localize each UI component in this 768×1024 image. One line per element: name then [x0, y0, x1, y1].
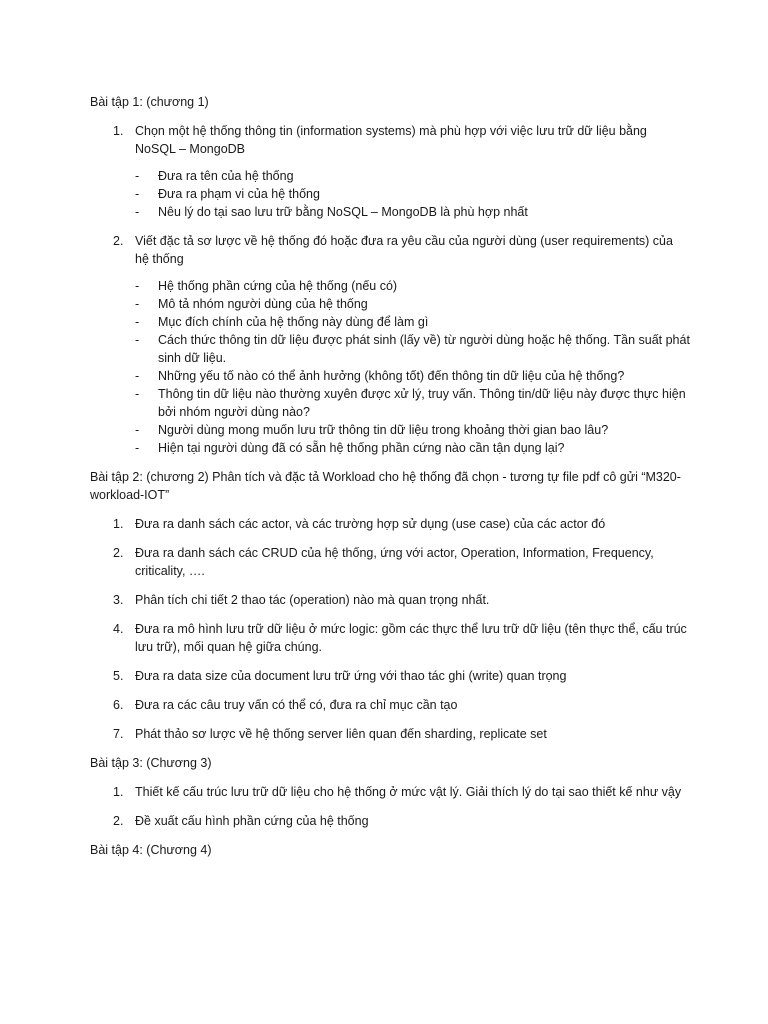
item-text: Viết đặc tả sơ lược về hệ thống đó hoặc đưa ra yêu cầu của người dùng (user requirements) của hệ thống — [135, 234, 673, 266]
bullet-item: - Hệ thống phần cứng của hệ thống (nếu có) — [135, 277, 690, 295]
item-text: Đưa ra các câu truy vấn có thể có, đưa ra chỉ mục cần tạo — [135, 698, 458, 712]
section-heading: Bài tập 4: (Chương 4) — [90, 843, 212, 857]
bullet-item: - Cách thức thông tin dữ liệu được phát sinh (lấy về) từ người dùng hoặc hệ thống. Tần suất phát sinh dữ liệu. — [135, 331, 690, 367]
numbered-list — [90, 122, 690, 457]
numbered-list — [90, 783, 690, 830]
item-text: Đưa ra data size của document lưu trữ ứng với thao tác ghi (write) quan trọng — [135, 669, 567, 683]
item-text: Thiết kế cấu trúc lưu trữ dữ liệu cho hệ thống ở mức vật lý. Giải thích lý do tại sao thiết kế như vậy — [135, 785, 682, 799]
numbered-item — [90, 515, 690, 533]
item-number: 3. — [113, 593, 124, 607]
item-text: Đưa ra danh sách các CRUD của hệ thống, ứng với actor, Operation, Information, Frequency, criticality, …. — [135, 546, 654, 578]
bullet-item: - Đưa ra tên của hệ thống — [135, 167, 690, 185]
numbered-item — [90, 696, 690, 714]
numbered-item — [90, 591, 690, 609]
numbered-list — [90, 515, 690, 743]
document-body — [90, 93, 690, 870]
bullet-item: - Mô tả nhóm người dùng của hệ thống — [135, 295, 690, 313]
numbered-item — [90, 783, 690, 801]
section-heading: Bài tập 2: (chương 2) Phân tích và đặc tả Workload cho hệ thống đã chọn - tương tự file pdf cô gửi “M320-workload-IOT” — [90, 470, 681, 502]
bullet-item: - Những yếu tố nào có thể ảnh hưởng (không tốt) đến thông tin dữ liệu của hệ thống? — [135, 367, 690, 385]
item-number: 1. — [113, 517, 124, 531]
item-number: 1. — [113, 124, 124, 138]
item-number: 5. — [113, 669, 124, 683]
numbered-item — [90, 122, 690, 221]
item-number: 2. — [113, 546, 124, 560]
item-text: Chọn một hệ thống thông tin (information systems) mà phù hợp với việc lưu trữ dữ liệu bằng NoSQL – MongoDB — [135, 124, 647, 156]
bullet-item: - Nêu lý do tại sao lưu trữ bằng NoSQL – MongoDB là phù hợp nhất — [135, 203, 690, 221]
item-text: Đưa ra danh sách các actor, và các trường hợp sử dụng (use case) của các actor đó — [135, 517, 606, 531]
item-number: 2. — [113, 814, 124, 828]
item-number: 4. — [113, 622, 124, 636]
bullet-item: - Thông tin dữ liệu nào thường xuyên được xử lý, truy vấn. Thông tin/dữ liệu này được thực hiện bởi nhóm người dùng nào? — [135, 385, 690, 421]
item-text: Phân tích chi tiết 2 thao tác (operation) nào mà quan trọng nhất. — [135, 593, 490, 607]
numbered-item — [90, 620, 690, 656]
numbered-item — [90, 667, 690, 685]
numbered-item — [90, 812, 690, 830]
bullet-item: - Mục đích chính của hệ thống này dùng để làm gì — [135, 313, 690, 331]
numbered-item — [90, 232, 690, 457]
section-heading: Bài tập 1: (chương 1) — [90, 95, 209, 109]
item-text: Phát thảo sơ lược về hệ thống server liên quan đến sharding, replicate set — [135, 727, 547, 741]
item-number: 7. — [113, 727, 124, 741]
bullet-item: - Người dùng mong muốn lưu trữ thông tin dữ liệu trong khoảng thời gian bao lâu? — [135, 421, 690, 439]
item-text: Đưa ra mô hình lưu trữ dữ liệu ở mức logic: gồm các thực thể lưu trữ dữ liệu (tên thực thể, cấu trúc lưu trữ), mối quan hệ giữa chúng. — [135, 622, 687, 654]
item-number: 6. — [113, 698, 124, 712]
item-number: 2. — [113, 234, 124, 248]
bullet-item: - Đưa ra phạm vi của hệ thống — [135, 185, 690, 203]
numbered-item — [90, 544, 690, 580]
section-heading: Bài tập 3: (Chương 3) — [90, 756, 212, 770]
item-number: 1. — [113, 785, 124, 799]
bullet-list — [135, 167, 690, 221]
numbered-item — [90, 725, 690, 743]
item-text: Đề xuất cấu hình phần cứng của hệ thống — [135, 814, 369, 828]
bullet-item: - Hiện tại người dùng đã có sẵn hệ thống phần cứng nào cần tận dụng lại? — [135, 439, 690, 457]
bullet-list — [135, 277, 690, 457]
